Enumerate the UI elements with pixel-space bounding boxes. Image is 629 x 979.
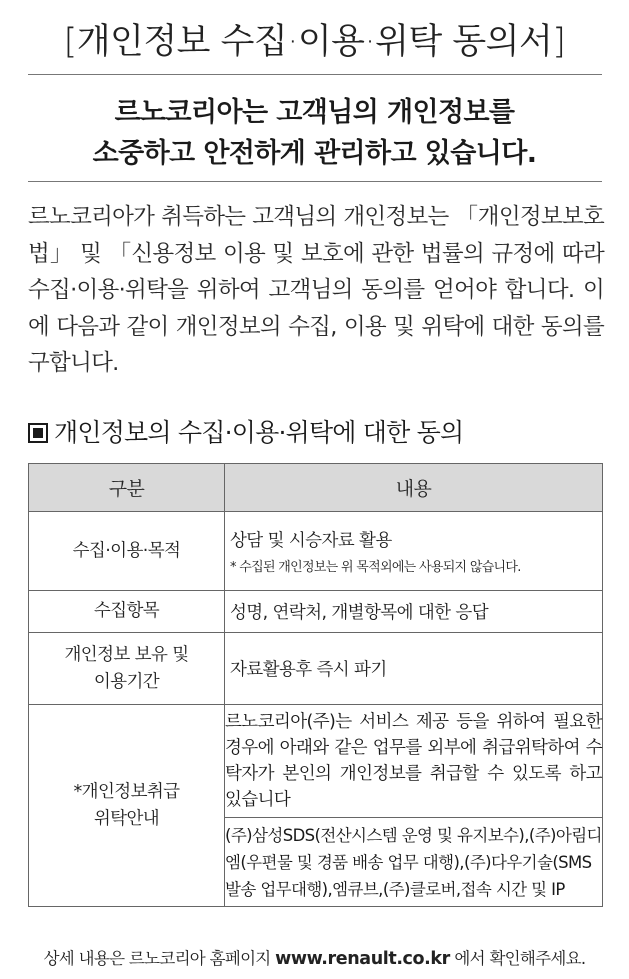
table-row-items [29,591,603,633]
middle-divider [28,181,602,182]
trustees-list: (주)삼성SDS(전산시스템 운영 및 유지보수),(주)아림디엠(우편물 및 경품 배송 업무 대행),(주)다우기술(SMS발송 업무대행),엠큐브,(주)클로버,접속 시간 및 IP [225,818,603,907]
footer-prefix: 상세 내용은 르노코리아 홈페이지 [43,949,276,968]
headline-line-1: 르노코리아는 고객님의 개인정보를 [114,97,515,128]
outsourcing-label [29,705,225,907]
filled-square-icon [28,423,48,443]
consent-table [28,463,603,907]
footer-note [0,945,629,969]
outsourcing-label-line-1: *개인정보취급 [73,781,180,802]
table-header-row [29,464,603,512]
outsourcing-paragraph: 르노코리아(주)는 서비스 제공 등을 위하여 필요한 경우에 아래와 같은 업무를 외부에 취급위탁하여 수탁자가 본인의 개인정보를 취급할 수 있도록 하고 있습니다 [225,705,603,818]
footer-suffix: 에서 확인해주세요. [449,949,586,968]
retention-label [29,633,225,705]
section-heading [28,413,608,449]
purpose-value: 상담 및 시승자료 활용 [230,531,392,551]
purpose-cell [225,512,603,591]
headline-line-2: 소중하고 안전하게 관리하고 있습니다. [92,138,537,169]
homepage-link[interactable]: www.renault.co.kr [275,949,450,969]
retention-label-line-2: 이용기간 [93,671,160,692]
table-row-purpose [29,512,603,591]
header-category: 구분 [29,464,225,512]
retention-label-line-1: 개인정보 보유 및 [64,644,189,665]
top-divider [28,74,602,75]
purpose-label: 수집·이용·목적 [29,512,225,591]
headline [0,92,629,174]
items-value: 성명, 연락처, 개별항목에 대한 응답 [225,591,603,633]
retention-value: 자료활용후 즉시 파기 [225,633,603,705]
items-label: 수집항목 [29,591,225,633]
page-title: [개인정보 수집·이용·위탁 동의서] [63,22,566,62]
purpose-note: * 수집된 개인정보는 위 목적외에는 사용되지 않습니다. [230,560,521,575]
intro-paragraph: 르노코리아가 취득하는 고객님의 개인정보는 「개인정보보호법」 및 「신용정보 이용 및 보호에 관한 법률의 규정에 따라 수집·이용·위탁을 위하여 고객님의 동의를 얻어야 합니다. 이에 다음과 같이 개인정보의 수집, 이용 및 위탁에 대한 동의를 구합니다. [28,204,604,376]
section-heading-text: 개인정보의 수집·이용·위탁에 대한 동의 [54,418,464,447]
outsourcing-label-line-2: 위탁안내 [93,808,160,829]
table-row-retention [29,633,603,705]
table-row-outsourcing [29,705,603,818]
header-content: 내용 [225,464,603,512]
